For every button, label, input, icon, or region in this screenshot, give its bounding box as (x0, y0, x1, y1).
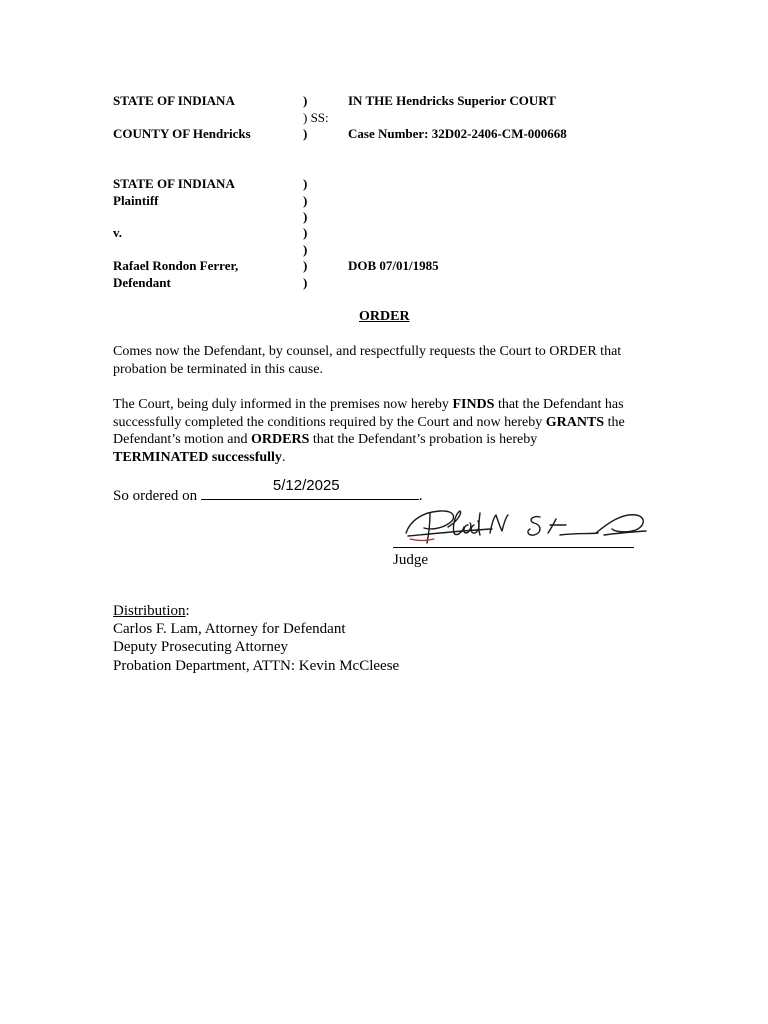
findings-text: the Defendant’s motion and (113, 414, 625, 447)
signature-line (393, 547, 634, 548)
plaintiff-role: Plaintiff (113, 192, 159, 208)
distribution-colon: : (185, 603, 190, 619)
distribution-recipient: Carlos F. Lam, Attorney for Defendant (113, 621, 346, 637)
finds-keyword: FINDS (452, 397, 495, 412)
so-ordered-label: So ordered on (113, 488, 201, 504)
parties-paren: ) (303, 209, 308, 224)
order-date-value: 5/12/2025 (272, 477, 340, 494)
parties-paren: ) (303, 176, 308, 191)
findings-text: . (281, 449, 286, 465)
distribution-heading (113, 602, 190, 620)
parties-paren: ) (303, 258, 308, 273)
defendant-dob: DOB 07/01/1985 (348, 258, 439, 273)
parties-paren: ) (303, 241, 308, 257)
judge-signature (400, 503, 650, 547)
request-paragraph: Comes now the Defendant, by counsel, and respectfully requests the Court to ORDER that probation be terminated in this cause. (113, 344, 622, 377)
caption-county: COUNTY OF Hendricks (113, 126, 251, 141)
so-ordered-end: . (418, 488, 423, 504)
caption-paren: ) (303, 93, 308, 108)
defendant-name: Rafael Rondon Ferrer, (113, 258, 239, 273)
findings-text: that the Defendant’s probation is hereby (309, 432, 538, 447)
page-title: ORDER (359, 309, 410, 324)
versus: v. (113, 225, 123, 240)
findings-text: The Court, being duly informed in the premises now hereby (113, 397, 453, 412)
case-number: Case Number: 32D02-2406-CM-000668 (348, 126, 567, 141)
findings-paragraph (113, 396, 633, 466)
order-date-field[interactable] (201, 477, 419, 500)
orders-keyword: ORDERS (251, 432, 310, 447)
distribution-recipient: Probation Department, ATTN: Kevin McCleese (113, 657, 400, 674)
caption-paren: ) (303, 126, 308, 141)
grants-keyword: GRANTS (545, 414, 605, 430)
parties-paren: ) (303, 274, 308, 290)
distribution-recipient: Deputy Prosecuting Attorney (113, 639, 288, 655)
terminated-keyword: TERMINATED successfully (113, 449, 282, 465)
defendant-role: Defendant (113, 274, 171, 290)
so-ordered-line (113, 477, 423, 506)
plaintiff-name: STATE OF INDIANA (113, 176, 235, 191)
court-name: IN THE Hendricks Superior COURT (348, 93, 556, 108)
distribution-title: Distribution (113, 603, 186, 619)
judge-label: Judge (393, 552, 428, 568)
findings-text: that the Defendant has successfully completed the conditions required by the Court and now hereby (113, 397, 624, 430)
caption-ss: ) SS: (303, 109, 329, 125)
parties-paren: ) (303, 192, 308, 208)
caption-state: STATE OF INDIANA (113, 93, 235, 108)
parties-paren: ) (303, 225, 308, 240)
